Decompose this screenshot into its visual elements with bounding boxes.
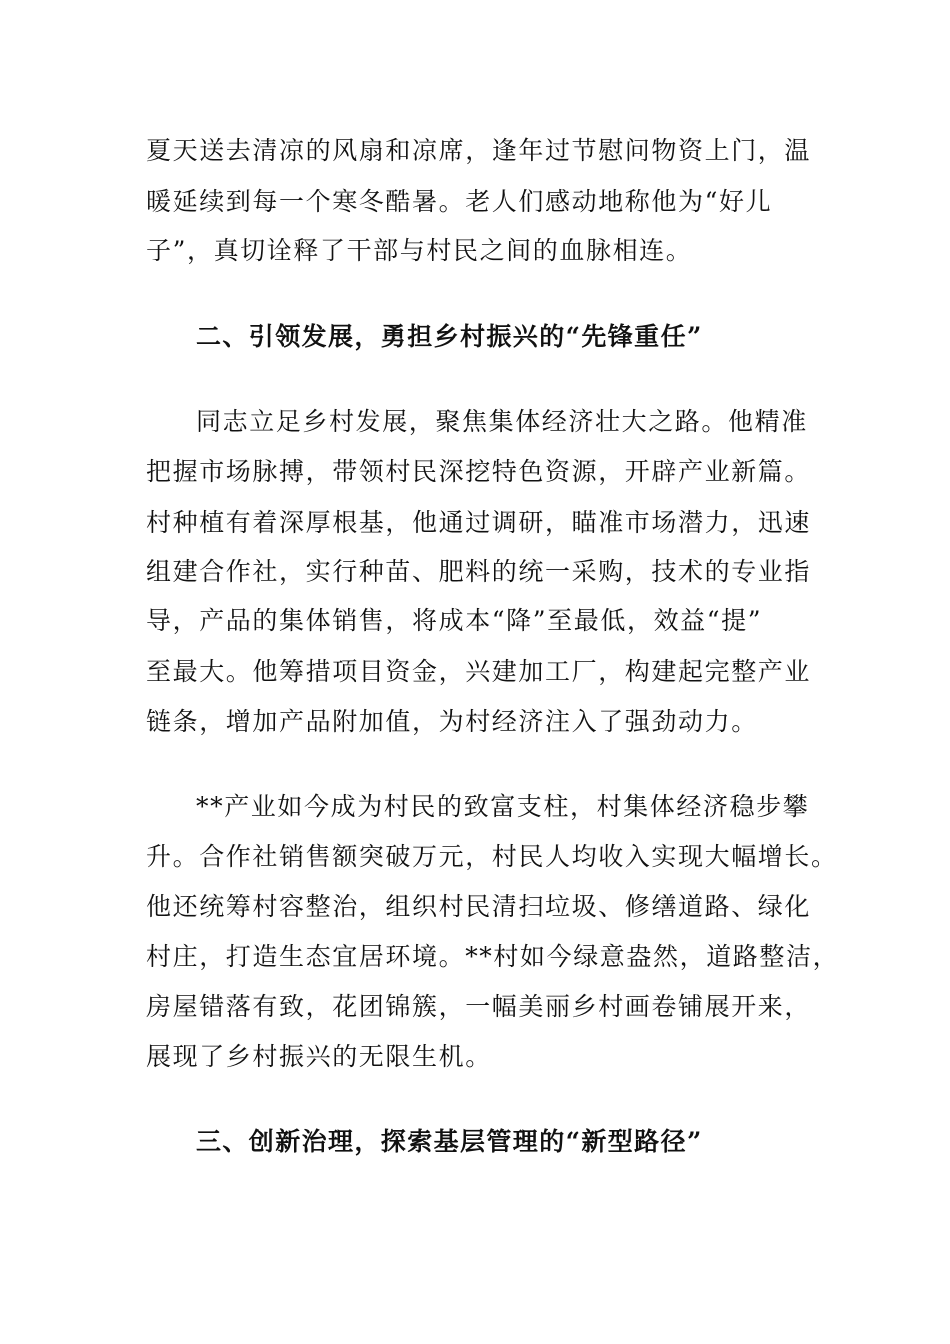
body-text-line: 暖延续到每一个寒冬酷暑。老人们感动地称他为“好儿 [146,187,773,216]
body-text-line: 他还统筹村容整治，组织村民清扫垃圾、修缮道路、绿化 [146,892,812,921]
section-heading: 三、创新治理，探索基层管理的“新型路径” [196,1127,703,1156]
body-text-line: 房屋错落有致，花团锦簇，一幅美丽乡村画卷铺展开来， [146,992,812,1021]
body-text-line: 村庄，打造生态宜居环境。**村如今绿意盎然，道路整洁， [146,942,840,971]
body-text-line: 把握市场脉搏，带领村民深挖特色资源，开辟产业新篇。 [146,457,812,486]
body-text-line: 至最大。他筹措项目资金，兴建加工厂，构建起完整产业 [146,657,812,686]
body-text-line: 升。合作社销售额突破万元，村民人均收入实现大幅增长。 [146,842,838,871]
body-text-line: 同志立足乡村发展，聚焦集体经济壮大之路。他精准 [196,407,808,436]
body-text-line: 夏天送去清凉的风扇和凉席，逢年过节慰问物资上门，温 [146,136,812,165]
body-text-line: 村种植有着深厚根基，他通过调研，瞄准市场潜力，迅速 [146,508,812,537]
section-heading: 二、引领发展，勇担乡村振兴的“先锋重任” [196,322,703,351]
body-text-line: 组建合作社，实行种苗、肥料的统一采购，技术的专业指 [146,557,812,586]
body-text-line: **产业如今成为村民的致富支柱，村集体经济稳步攀 [196,792,810,821]
body-text-line: 链条，增加产品附加值，为村经济注入了强劲动力。 [146,707,758,736]
body-text-line: 子”，真切诠释了干部与村民之间的血脉相连。 [146,236,693,265]
body-text-line: 展现了乡村振兴的无限生机。 [146,1042,492,1071]
body-text-line: 导，产品的集体销售，将成本“降”至最低，效益“提” [146,606,763,635]
